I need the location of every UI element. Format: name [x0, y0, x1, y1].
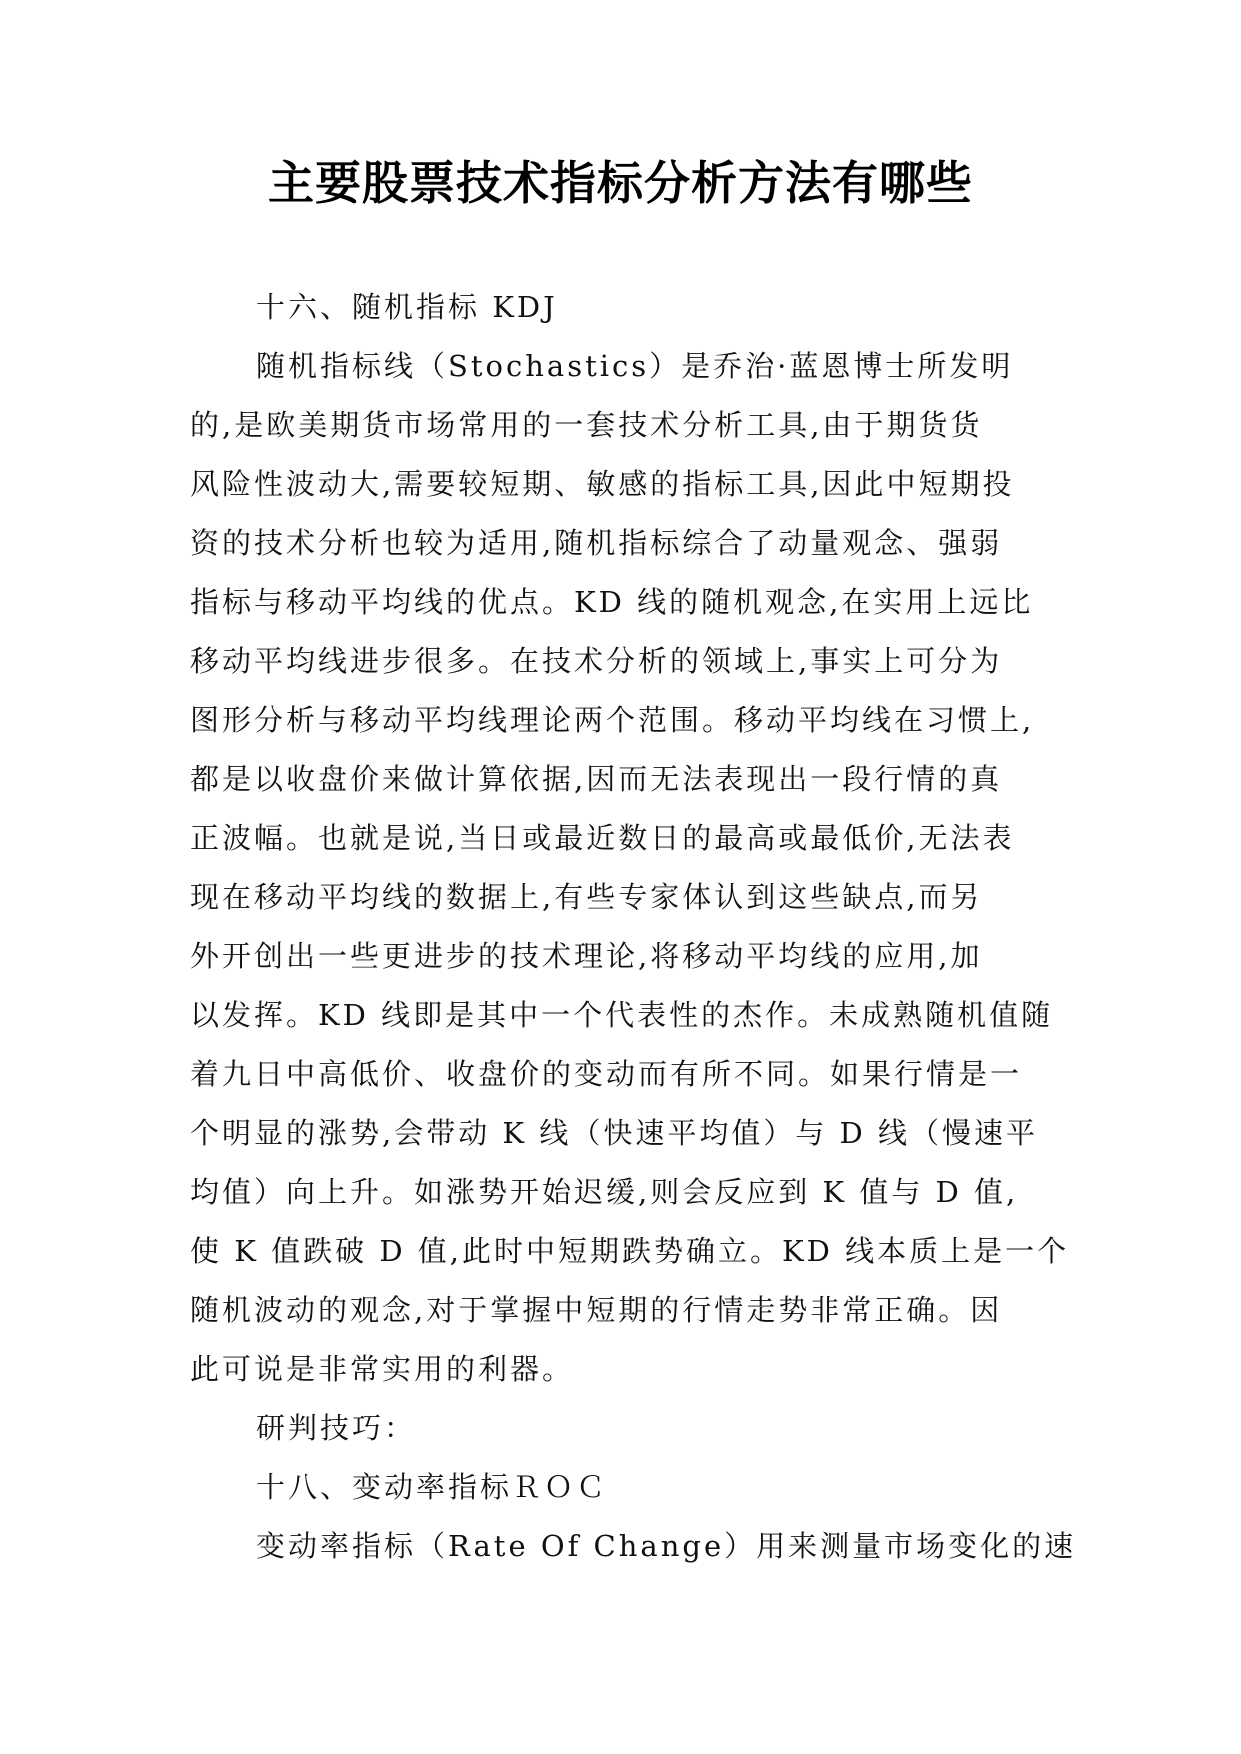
paragraph-line: 着九日中高低价、收盘价的变动而有所不同。如果行情是一: [190, 1057, 1023, 1091]
paragraph-line: 图形分析与移动平均线理论两个范围。移动平均线在习惯上,: [190, 703, 1035, 737]
paragraph-line: 风险性波动大,需要较短期、敏感的指标工具,因此中短期投: [190, 467, 1015, 501]
paragraph-first-line: 十八、变动率指标ＲＯＣ: [256, 1470, 609, 1504]
document-body: [190, 278, 1077, 1576]
paragraph-line: 外开创出一些更进步的技术理论,将移动平均线的应用,加: [190, 939, 983, 973]
paragraph-line: 个明显的涨势,会带动 K 线（快速平均值）与 D 线（慢速平: [190, 1116, 1039, 1150]
paragraph-line: 移动平均线进步很多。在技术分析的领域上,事实上可分为: [190, 644, 1003, 678]
paragraph-first-line: 随机指标线（Stochastics）是乔治·蓝恩博士所发明: [256, 349, 1014, 383]
paragraph-first-line: 十六、随机指标 KDJ: [256, 290, 558, 324]
paragraph-line: 现在移动平均线的数据上,有些专家体认到这些缺点,而另: [190, 880, 983, 914]
paragraph-line: 正波幅。也就是说,当日或最近数日的最高或最低价,无法表: [190, 821, 1015, 855]
paragraph-first-line: 研判技巧：: [256, 1411, 417, 1445]
paragraph-line: 此可说是非常实用的利器。: [190, 1352, 575, 1386]
paragraph-line: 随机波动的观念,对于掌握中短期的行情走势非常正确。因: [190, 1293, 1003, 1327]
paragraph-line: 都是以收盘价来做计算依据,因而无法表现出一段行情的真: [190, 762, 1003, 796]
paragraph-line: 指标与移动平均线的优点。KD 线的随机观念,在实用上远比: [190, 585, 1034, 619]
paragraph-line: 使 K 值跌破 D 值,此时中短期跌势确立。KD 线本质上是一个: [190, 1234, 1070, 1268]
paragraph-line: 均值）向上升。如涨势开始迟缓,则会反应到 K 值与 D 值,: [190, 1175, 1019, 1209]
paragraph-line: 以发挥。KD 线即是其中一个代表性的杰作。未成熟随机值随: [190, 998, 1054, 1032]
document-title: 主要股票技术指标分析方法有哪些: [268, 156, 973, 210]
paragraph-line: 的,是欧美期货市场常用的一套技术分析工具,由于期货货: [190, 408, 983, 442]
paragraph-line: 资的技术分析也较为适用,随机指标综合了动量观念、强弱: [190, 526, 1003, 560]
paragraph-first-line: 变动率指标（Rate Of Change）用来测量市场变化的速: [256, 1529, 1077, 1563]
